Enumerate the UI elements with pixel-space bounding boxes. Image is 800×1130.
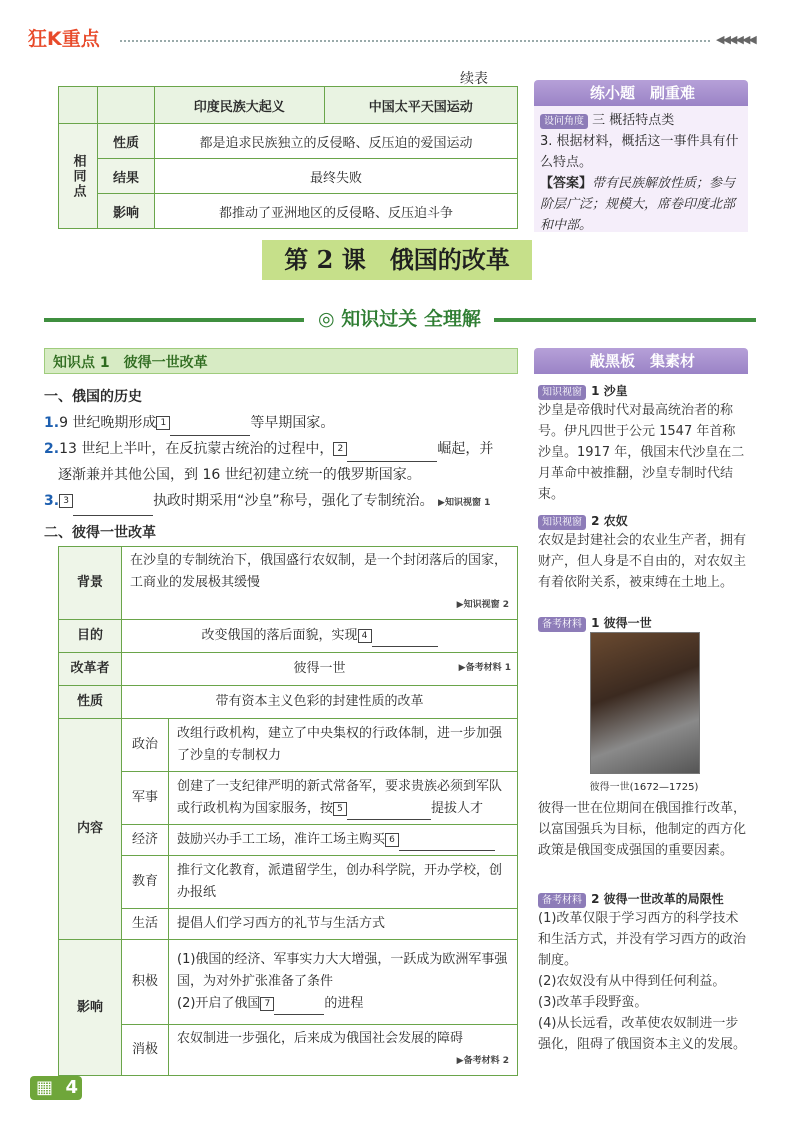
- content-key: 军事: [122, 772, 169, 825]
- row-value: 都推动了亚洲地区的反侵略、反压迫斗争: [155, 194, 518, 229]
- impact-label: 影响: [59, 940, 122, 1076]
- positive-1: (1)俄国的经济、军事实力大大增强，一跃成为欧洲军事强国，为对外扩张准备了条件: [177, 952, 508, 989]
- row-label: 影响: [98, 194, 155, 229]
- content-key: 生活: [122, 909, 169, 940]
- ref-link[interactable]: ▶知识视窗 1: [438, 498, 491, 508]
- fill-blank[interactable]: [274, 1014, 324, 1015]
- list-item: 1.9 世纪晚期形成 1 等早期国家。: [44, 410, 520, 436]
- practice-box: [534, 80, 748, 232]
- row-label: 性质: [98, 124, 155, 159]
- practice-question: 3. 根据材料，概括这一事件具有什么特点。: [540, 134, 739, 170]
- purpose-text: 改变俄国的落后面貌，实现: [201, 628, 358, 643]
- negative-text: 农奴制进一步强化，后来成为俄国社会发展的障碍: [177, 1031, 464, 1046]
- peter-portrait-image: [590, 632, 700, 774]
- positive-label: 积极: [122, 940, 169, 1025]
- knowledge-point-bar: 知识点 1 彼得一世改革: [44, 348, 518, 374]
- page-number-badge: ▦ 4: [30, 1076, 82, 1100]
- content-key: 政治: [122, 719, 169, 772]
- practice-header: 练小题 刷重难: [534, 80, 748, 106]
- banner-line-right: [494, 318, 756, 322]
- row-value: 最终失败: [155, 159, 518, 194]
- reformer-label: 改革者: [59, 653, 122, 686]
- section-reform-title: 二、彼得一世改革: [44, 525, 156, 541]
- answer-text: 带有民族解放性质；参与阶层广泛；规模大，席卷印度北部和中部。: [540, 176, 736, 233]
- list-item: 2.13 世纪上半叶，在反抗蒙古统治的过程中， 2 崛起，并: [44, 436, 520, 462]
- nature-text: 带有资本主义色彩的封建性质的改革: [122, 686, 518, 719]
- answer-label: 【答案】: [540, 176, 593, 191]
- fill-blank[interactable]: [347, 819, 431, 820]
- note-peter: 备考材料 1 彼得一世: [538, 612, 748, 632]
- note-limits: 备考材料 2 彼得一世改革的局限性 (1)改革仅限于学习西方的科学技术和生活方式，并没有学习西方的政治制度。 (2)农奴没有从中得到任何利益。 (3)改革手段野蛮。 (4)从长远看，改革使农奴制进一步强化，阻碍了俄国资本主义的发展。: [538, 892, 747, 1052]
- reformer-text: 彼得一世: [293, 661, 346, 676]
- background-text: 在沙皇的专制统治下，俄国盛行农奴制，是一个封闭落后的国家，工商业的发展极其缓慢: [130, 553, 508, 590]
- ref-link[interactable]: ▶知识视窗 2: [456, 600, 509, 610]
- header-arrows-icon: ◀◀◀◀◀◀: [716, 33, 755, 46]
- angle-tag: 设问角度: [540, 114, 588, 129]
- portrait-caption: 彼得一世(1672—1725): [589, 782, 699, 793]
- negative-label: 消极: [122, 1025, 169, 1076]
- blackboard-header: 敲黑板 集素材: [534, 348, 748, 374]
- note-serf: 知识视窗 2 农奴 农奴是封建社会的农业生产者，拥有财产，但人身是不自由的，对农奴主有着依附关系，被束缚在土地上。: [538, 514, 747, 590]
- fill-blank[interactable]: [73, 515, 153, 516]
- brand-logo: 狂K重点: [28, 28, 100, 50]
- similarity-label: 相同点: [59, 124, 98, 229]
- row-value: 都是追求民族独立的反侵略、反压迫的爱国运动: [155, 124, 518, 159]
- note-sha-huang: 知识视窗 1 沙皇 沙皇是帝俄时代对最高统治者的称号。伊凡四世于公元 1547 年首称沙皇。1917 年，俄国末代沙皇在二月革命中被推翻，沙皇专制时代结束。: [538, 384, 745, 502]
- banner-line-left: [44, 318, 304, 322]
- row-label: 结果: [98, 159, 155, 194]
- ref-link[interactable]: ▶备考材料 2: [456, 1056, 509, 1066]
- content-label: 内容: [59, 719, 122, 940]
- content-key: 经济: [122, 825, 169, 856]
- fill-blank[interactable]: [372, 646, 438, 647]
- nature-label: 性质: [59, 686, 122, 719]
- list-item: 3. 3 执政时期采用“沙皇”称号，强化了专制统治。 ▶知识视窗 1: [44, 488, 520, 516]
- list-item-continued: 逐渐兼并其他公国，到 16 世纪初建立统一的俄罗斯国家。: [58, 467, 421, 483]
- section-history-title: 一、俄国的历史: [44, 389, 142, 405]
- reform-table: 背景 在沙皇的专制统治下，俄国盛行农奴制，是一个封闭落后的国家，工商业的发展极其缓慢 ▶知识视窗 2 目的 改变俄国的落后面貌，实现 4 改革者 彼得一世 ▶备考材料 1 性质 带有资本主义色彩的封建性质的改革 内容 政治 改组行政机构，建立了中央集权的行政体制，进一步加强了沙皇的专制权力 军事 创建了一支纪律严明的新式常备军，要求贵族必须到军队或行政机构为国家服务，按 5 提拔人才 经济 鼓励兴办手工工场，准许工场主购买 6 教育 推行文化教育，派遣留学生，创办科学院，开办学校，创办报纸 生活 提倡人们学习西方的礼节与生活方式 影响 积极 (1)俄国的经济、军事实力大大增强，一跃成为欧洲军事强国，为对外扩张准备了条件 (2)开启了俄国 7 的进程 消极 农奴制进一步强化，后来成为俄国社会发展的障碍 ▶备考材料 2: [58, 546, 518, 1076]
- continued-label: 续表: [460, 71, 488, 87]
- content-value: 推行文化教育，派遣留学生，创办科学院，开办学校，创办报纸: [169, 856, 518, 909]
- lesson-title: 第 2 课 俄国的改革: [262, 240, 532, 280]
- ref-link[interactable]: ▶备考材料 1: [458, 663, 511, 673]
- peter-text: 彼得一世在位期间在俄国推行改革，以富国强兵为目标，他制定的西方化政策是俄国变成强国的重要因素。: [538, 801, 747, 858]
- section-banner: ◎ 知识过关 全理解: [312, 304, 487, 331]
- book-icon: ▦: [36, 1077, 54, 1098]
- content-value: 改组行政机构，建立了中央集权的行政体制，进一步加强了沙皇的专制权力: [169, 719, 518, 772]
- angle-text: 三 概括特点类: [592, 113, 675, 128]
- content-value: 提倡人们学习西方的礼节与生活方式: [169, 909, 518, 940]
- purpose-label: 目的: [59, 620, 122, 653]
- history-list: [44, 410, 520, 516]
- swirl-icon: ◎: [318, 308, 335, 330]
- col-header-taiping: 中国太平天国运动: [324, 87, 518, 124]
- col-header-india: 印度民族大起义: [155, 87, 325, 124]
- header-dotted-line: [120, 40, 710, 42]
- background-label: 背景: [59, 547, 122, 620]
- content-key: 教育: [122, 856, 169, 909]
- fill-blank[interactable]: [399, 850, 495, 851]
- comparison-table: [58, 86, 518, 229]
- blackboard-box: [534, 348, 748, 374]
